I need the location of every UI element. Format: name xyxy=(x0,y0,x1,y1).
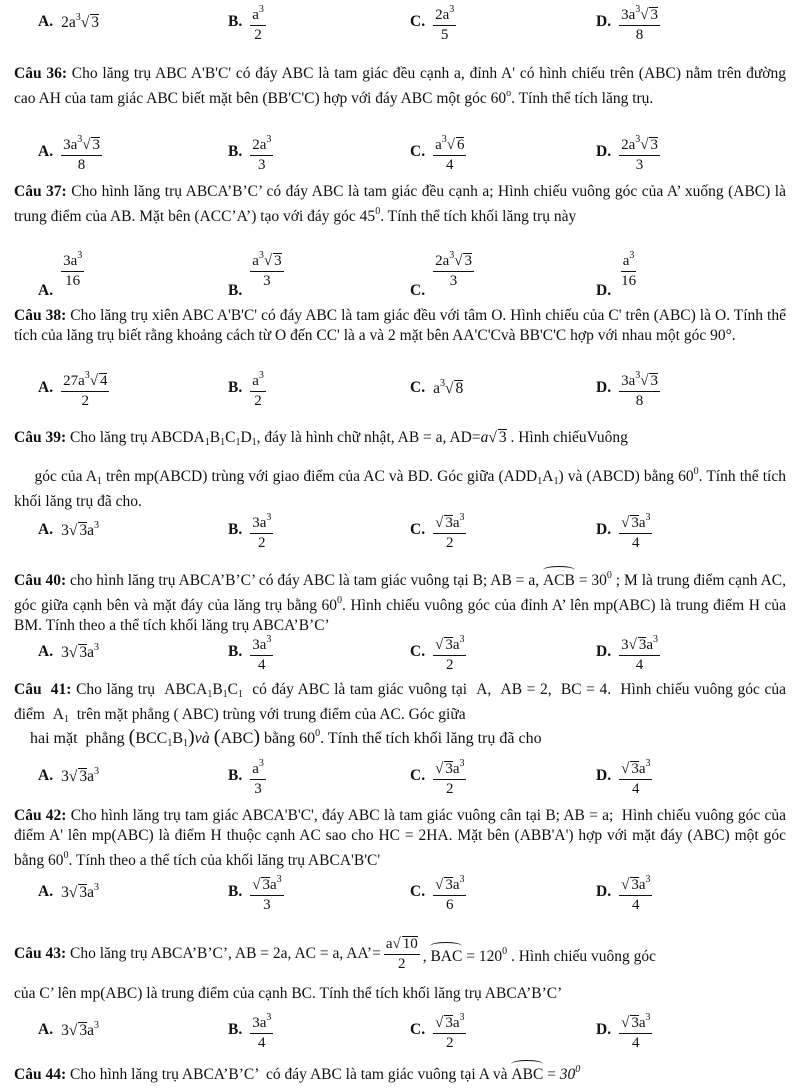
q43-options xyxy=(0,1008,800,1052)
q35-option-b[interactable]: B. $\frac{a^3}{2}$ xyxy=(228,2,266,42)
question-37: Câu 37: Cho hình lăng trụ ABCA’B’C’ có đáy ABC là tam giác đều cạnh a; Hình chiếu vuông góc của A’ xuống (ABC) là trung điểm của AB. Mặt bên (ACC’A’) tạo với đáy góc $45^0$. Tính thể tích khối lăng trụ này xyxy=(14,183,786,225)
q36-option-d[interactable]: D. $\frac{2a^3√ 3}{3}$ xyxy=(596,132,660,172)
q38-option-d[interactable]: D. $\frac{3a^3√ 3}{8}$ xyxy=(596,368,660,408)
q39-option-c[interactable]: C. $\frac{√ 3a^3}{2}$ xyxy=(410,508,466,552)
q41-option-a[interactable]: A. 3√ $3a^3$ xyxy=(38,766,99,785)
q38-option-c[interactable]: C. $a^3√$ 8 xyxy=(410,378,464,397)
q37-option-a[interactable]: A. $\frac{3a^3}{16}$ xyxy=(38,252,84,300)
q38-label: Câu 38: xyxy=(14,307,67,324)
q43-option-b[interactable]: B. $\frac{3a^3}{4}$ xyxy=(228,1008,273,1052)
q39-options xyxy=(0,508,800,552)
question-43-line2: của C’ lên mp(ABC) là trung điểm của cạnh BC. Tính thể tích khối lăng trụ ABCA’B’C’ xyxy=(14,985,563,1002)
q37-option-d[interactable]: D. $\frac{a^3}{16}$ xyxy=(596,252,638,300)
question-44: Câu 44: Cho hình lăng trụ ABCA’B’C’ có đáy ABC là tam giác vuông tại A và ABC = $30^0$ xyxy=(14,1064,581,1083)
q36-option-a[interactable]: A. $\frac{3a^3√ 3}{8}$ xyxy=(38,132,102,172)
q41-options xyxy=(0,756,800,796)
q38-option-b[interactable]: B. $\frac{a^3}{2}$ xyxy=(228,368,266,408)
question-39-line1: Câu 39: Cho lăng trụ $ABCDA_1B_1C_1D_1$, đáy là hình chữ nhật, AB = a, AD=a√ 3 . Hình chiếuVuông xyxy=(14,429,628,448)
q37-option-c[interactable]: C. $\frac{2a^3√ 3}{3}$ xyxy=(410,252,474,300)
q40-option-d[interactable]: D. $\frac{3√ 3a^3}{4}$ xyxy=(596,632,660,672)
question-38: Câu 38: Cho lăng trụ xiên ABC A'B'C' có đáy ABC là tam giác đều với tâm O. Hình chiếu của C' trên (ABC) là O. Tính thể tích của lăng trụ biết rằng khoảng cách từ O đến CC' là a và 2 mặt bên AA'C'Cvà BB'C'C hợp với nhau một góc 90°. xyxy=(14,307,786,344)
q41-label: Câu 41: xyxy=(14,681,72,698)
q35-option-d[interactable]: D. $\frac{3a^3√ 3}{8}$ xyxy=(596,2,660,42)
q42-option-a[interactable]: A. 3√ $3a^3$ xyxy=(38,882,99,901)
q36-options xyxy=(0,132,800,172)
q35-options xyxy=(0,2,800,42)
q43-option-a[interactable]: A. 3√ $3a^3$ xyxy=(38,1020,99,1039)
q35-option-c[interactable]: C. $\frac{2a^3}{5}$ xyxy=(410,2,456,42)
q40-option-a[interactable]: A. 3√ $3a^3$ xyxy=(38,642,99,661)
q40-label: Câu 40: xyxy=(14,572,67,589)
q40-options xyxy=(0,632,800,672)
q36-option-c[interactable]: C. $\frac{a^3√ 6}{4}$ xyxy=(410,132,466,172)
q39-option-d[interactable]: D. $\frac{√ 3a^3}{4}$ xyxy=(596,508,652,552)
question-41-line2: hai mặt phẳng $(BCC_1B_1)và$ (ABC) bằng $60^0$. Tính thể tích khối lăng trụ đã cho xyxy=(14,726,542,749)
q43-option-d[interactable]: D. $\frac{√ 3a^3}{4}$ xyxy=(596,1008,652,1052)
q43-label: Câu 43: xyxy=(14,945,67,962)
q40-option-b[interactable]: B. $\frac{3a^3}{4}$ xyxy=(228,632,273,672)
q37-option-b[interactable]: B. $\frac{a^3√ 3}{3}$ xyxy=(228,252,284,300)
q38-options xyxy=(0,368,800,408)
q38-option-a[interactable]: A. $\frac{27a^3√ 4}{2}$ xyxy=(38,368,109,408)
q37-options xyxy=(0,252,800,300)
q42-option-d[interactable]: D. $\frac{√ 3a^3}{4}$ xyxy=(596,870,652,914)
q39-label: Câu 39: xyxy=(14,429,67,446)
question-39-line2: góc của $A_1$ trên mp(ABCD) trùng với giao điểm của AC và BD. Góc giữa $(ADD_1A_1)$ và (ABCD) bằng $60^0$. Tính thể tích khối lăng trụ đã cho. xyxy=(14,466,786,510)
q39-option-a[interactable]: A. 3√ $3a^3$ xyxy=(38,520,99,539)
question-43-line1: Câu 43: Cho lăng trụ ABCA’B’C’, AB = 2a, AC = a, AA’= $\frac{a√ 10}{2}$ , BAC = $120^0$ . Hình chiếu vuông góc xyxy=(14,935,657,972)
q42-label: Câu 42: xyxy=(14,807,67,824)
q39-option-b[interactable]: B. $\frac{3a^3}{2}$ xyxy=(228,508,273,552)
q36-label: Câu 36: xyxy=(14,65,68,82)
question-40: Câu 40: cho hình lăng trụ ABCA’B’C’ có đáy ABC là tam giác vuông tại B; AB = a, ACB = $30^0$ ; M là trung điểm cạnh AC, góc giữa cạnh bên và mặt đáy của lăng trụ bằng $60^0$. Hình chiếu vuông góc của đỉnh A’ lên mp(ABC) là trung điểm H của BM. Tính theo a thể tích khối lăng trụ ABCA’B’C’ xyxy=(14,570,786,634)
q42-option-c[interactable]: C. $\frac{√ 3a^3}{6}$ xyxy=(410,870,466,914)
question-42: Câu 42: Cho hình lăng trụ tam giác ABCA'B'C', đáy ABC là tam giác vuông cân tại B; AB = a; Hình chiếu vuông góc của điểm A' lên mp(ABC) là điểm H thuộc cạnh AC sao cho HC = 2HA. Mặt bên (ABB'A') hợp với mặt đáy (ABC) một góc bằng $60^0$. Tính theo a thể tích của khối lăng trụ ABCA'B'C' xyxy=(14,807,786,869)
question-36: Câu 36: Cho lăng trụ ABC A'B'C' có đáy ABC là tam giác đều cạnh a, đỉnh A' có hình chiếu trên (ABC) nằm trên đường cao AH của tam giác ABC biết mặt bên (BB'C'C) hợp với đáy ABC một góc 60$^o$. Tính thể tích lăng trụ. xyxy=(14,65,786,107)
q43-option-c[interactable]: C. $\frac{√ 3a^3}{2}$ xyxy=(410,1008,466,1052)
q42-options xyxy=(0,870,800,914)
q41-option-d[interactable]: D. $\frac{√ 3a^3}{4}$ xyxy=(596,756,652,796)
q40-option-c[interactable]: C. $\frac{√ 3a^3}{2}$ xyxy=(410,632,466,672)
q44-label: Câu 44: xyxy=(14,1066,67,1083)
q35-option-a[interactable]: A. $2a^3√$ 3 xyxy=(38,12,99,31)
q36-option-b[interactable]: B. $\frac{2a^3}{3}$ xyxy=(228,132,273,172)
question-41-line1: Câu 41: Cho lăng trụ $ABCA_1B_1C_1$ có đáy ABC là tam giác vuông tại A, AB = 2, BC = 4. Hình chiếu vuông góc của điểm $A_1$ trên mặt phẳng ( ABC) trùng với trung điểm của AC. Góc giữa xyxy=(14,681,786,725)
q42-option-b[interactable]: B. $\frac{√ 3a^3}{3}$ xyxy=(228,870,284,914)
q37-label: Câu 37: xyxy=(14,183,67,200)
q41-option-b[interactable]: B. $\frac{a^3}{3}$ xyxy=(228,756,266,796)
q41-option-c[interactable]: C. $\frac{√ 3a^3}{2}$ xyxy=(410,756,466,796)
